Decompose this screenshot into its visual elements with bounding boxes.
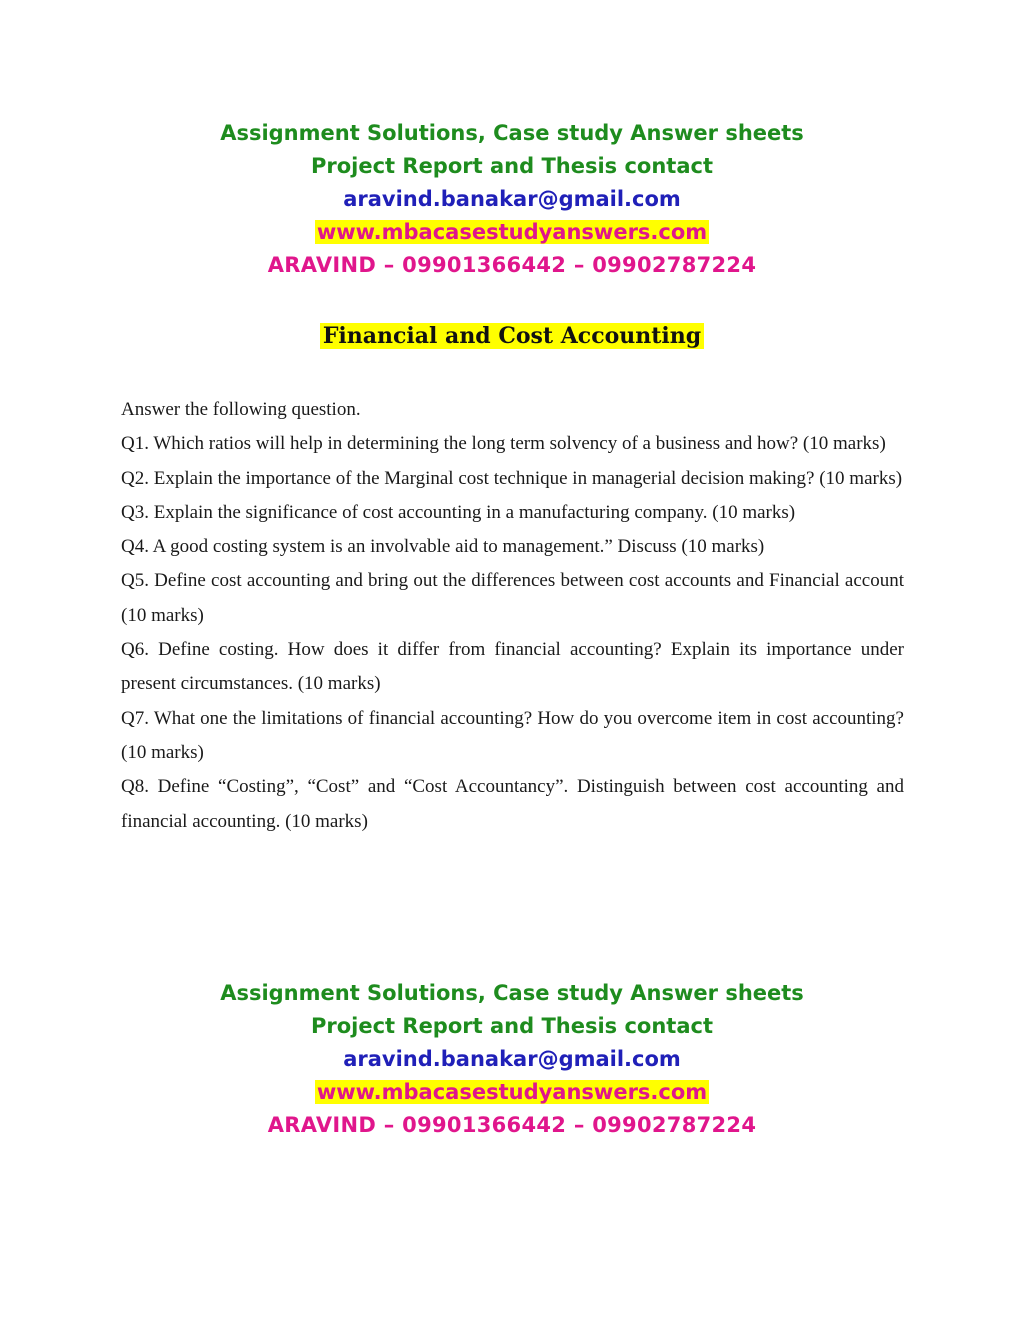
- question-item: Q2. Explain the importance of the Marginal cost technique in managerial decision making? (10 marks): [121, 467, 903, 489]
- question-item: Q8. Define “Costing”, “Cost” and “Cost Accountancy”. Distinguish between cost accounting and financial accounting. (10 marks): [121, 776, 904, 832]
- intro-text: Answer the following question.: [121, 399, 361, 420]
- header-project-line: Project Report and Thesis contact: [310, 154, 713, 178]
- footer-services-line: Assignment Solutions, Case study Answer sheets: [220, 981, 804, 1005]
- question-item: Q6. Define costing. How does it differ from financial accounting? Explain its importance under present circumstances. (10 marks): [121, 639, 904, 695]
- header-website-line: [0, 216, 1024, 249]
- header-contact-block: [0, 117, 1024, 282]
- document-title-text: Financial and Cost Accounting: [320, 323, 704, 349]
- footer-project-line: Project Report and Thesis contact: [310, 1014, 713, 1038]
- header-website[interactable]: www.mbacasestudyanswers.com: [316, 220, 708, 244]
- question-item: Q7. What one the limitations of financial accounting? How do you overcome item in cost accounting? (10 marks): [121, 707, 904, 763]
- question-list: [121, 393, 904, 839]
- question-item: Q4. A good costing system is an involvable aid to management.” Discuss (10 marks): [121, 536, 765, 558]
- header-email[interactable]: aravind.banakar@gmail.com: [343, 187, 681, 211]
- footer-phone: ARAVIND – 09901366442 – 09902787224: [267, 1113, 757, 1137]
- question-item: Q1. Which ratios will help in determining the long term solvency of a business and how? (10 marks): [121, 433, 886, 455]
- footer-email[interactable]: aravind.banakar@gmail.com: [343, 1047, 681, 1071]
- header-services-line: Assignment Solutions, Case study Answer sheets: [220, 121, 804, 145]
- question-item: Q3. Explain the significance of cost accounting in a manufacturing company. (10 marks): [121, 501, 796, 523]
- footer-contact-block: [0, 977, 1024, 1142]
- footer-website-line: [0, 1076, 1024, 1109]
- document-title: [0, 318, 1024, 354]
- footer-website[interactable]: www.mbacasestudyanswers.com: [316, 1080, 708, 1104]
- header-phone: ARAVIND – 09901366442 – 09902787224: [267, 253, 757, 277]
- question-item: Q5. Define cost accounting and bring out the differences between cost accounts and Financial account (10 marks): [121, 570, 904, 626]
